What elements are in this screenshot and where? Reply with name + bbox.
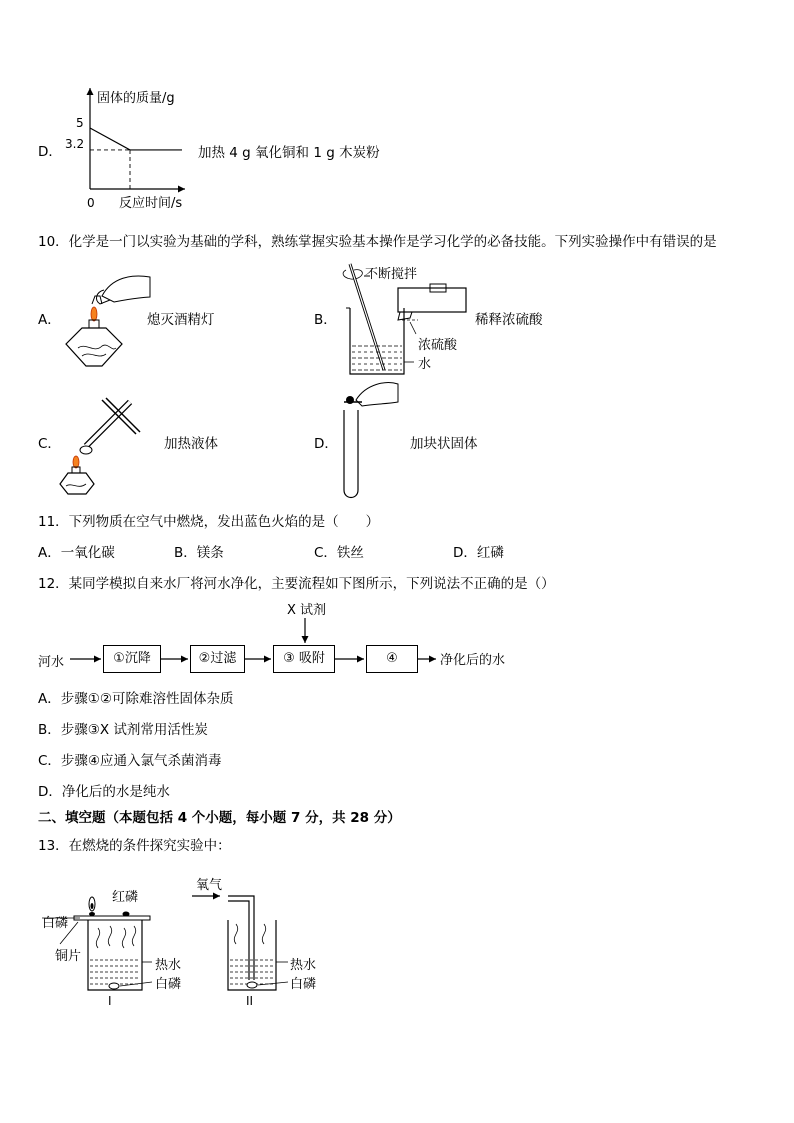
q10-b-text: 稀释浓硫酸 (475, 312, 543, 328)
q12-result: 净化后的水 (440, 653, 506, 668)
q10-c-label: C． (38, 436, 61, 452)
q13-hot-water-2-label: 热水 (290, 958, 317, 973)
q10-d-label: D． (314, 436, 338, 452)
q10-b-acid-label: 浓硫酸 (418, 338, 458, 353)
q12-option-c: C．步骤④应通入氯气杀菌消毒 (38, 753, 222, 769)
q11-option-c: C．铁丝 (314, 545, 364, 561)
q10-b-water-label: 水 (418, 357, 432, 372)
ytick-5: 5 (76, 116, 84, 130)
add-lump-solid-figure (338, 378, 418, 498)
q9-series (90, 128, 182, 189)
q10-d-text: 加块状固体 (410, 436, 478, 452)
q11-option-a: A．一氧化碳 (38, 545, 115, 561)
q13-white-phosphorus-2-label: 白磷 (290, 977, 317, 992)
q9-series-segment (90, 128, 130, 150)
q13-white-phosphorus-top-label: 白磷 (42, 916, 69, 931)
q12-option-a: A．步骤①②可除难溶性固体杂质 (38, 691, 234, 707)
x-axis-label: 反应时间/s (119, 196, 183, 211)
q13-stem: 13．在燃烧的条件探究实验中： (38, 838, 231, 854)
q13-hot-water-1-label: 热水 (155, 958, 182, 973)
q11-option-d: D．红磷 (453, 545, 504, 561)
q12-option-b: B．步骤③X 试剂常用活性炭 (38, 722, 208, 738)
q12-reagent-label: X 试剂 (287, 603, 327, 618)
q10-stem: 10．化学是一门以实验为基础的学科，熟练掌握实验基本操作是学习化学的必备技能。下列实验操作中有错误的是 (38, 234, 717, 250)
q10-a-text: 熄灭酒精灯 (147, 312, 215, 328)
y-axis-label: 固体的质量/g (97, 91, 175, 106)
q12-step-2: ②过滤 (190, 645, 245, 673)
q12-stem: 12．某同学模拟自来水厂将河水净化，主要流程如下图所示，下列说法不正确的是（） (38, 576, 555, 592)
origin-label: 0 (87, 196, 95, 210)
q13-red-phosphorus-label: 红磷 (112, 890, 139, 905)
q13-figure-2-label: II (246, 994, 254, 1008)
section-2-heading: 二、填空题（本题包括 4 个小题，每小题 7 分，共 28 分） (38, 810, 401, 826)
q12-step-1: ①沉降 (103, 645, 161, 673)
q10-c-text: 加热液体 (164, 436, 218, 452)
q13-white-phosphorus-1-label: 白磷 (155, 977, 182, 992)
q10-b-stir-label: 不断搅拌 (365, 267, 418, 282)
q10-a-label: A． (38, 312, 61, 328)
q12-option-d: D．净化后的水是纯水 (38, 784, 170, 800)
q12-step-4: ④ (366, 645, 418, 673)
q11-option-b: B．镁条 (174, 545, 224, 561)
q13-copper-label: 铜片 (55, 949, 82, 964)
q9-d-caption: 加热 4 g 氧化铜和 1 g 木炭粉 (198, 145, 380, 161)
heat-liquid-figure (58, 398, 168, 498)
q13-figure-1-label: I (108, 994, 112, 1008)
q13-oxygen-label: 氧气 (196, 878, 223, 893)
q11-stem: 11．下列物质在空气中燃烧，发出蓝色火焰的是（ ） (38, 514, 380, 530)
q12-step-3: ③ 吸附 (273, 645, 335, 673)
q9-option-d-label: D． (38, 144, 62, 160)
q10-b-label: B． (314, 312, 337, 328)
q12-source: 河水 (38, 655, 65, 670)
ytick-3-2: 3.2 (65, 137, 85, 151)
